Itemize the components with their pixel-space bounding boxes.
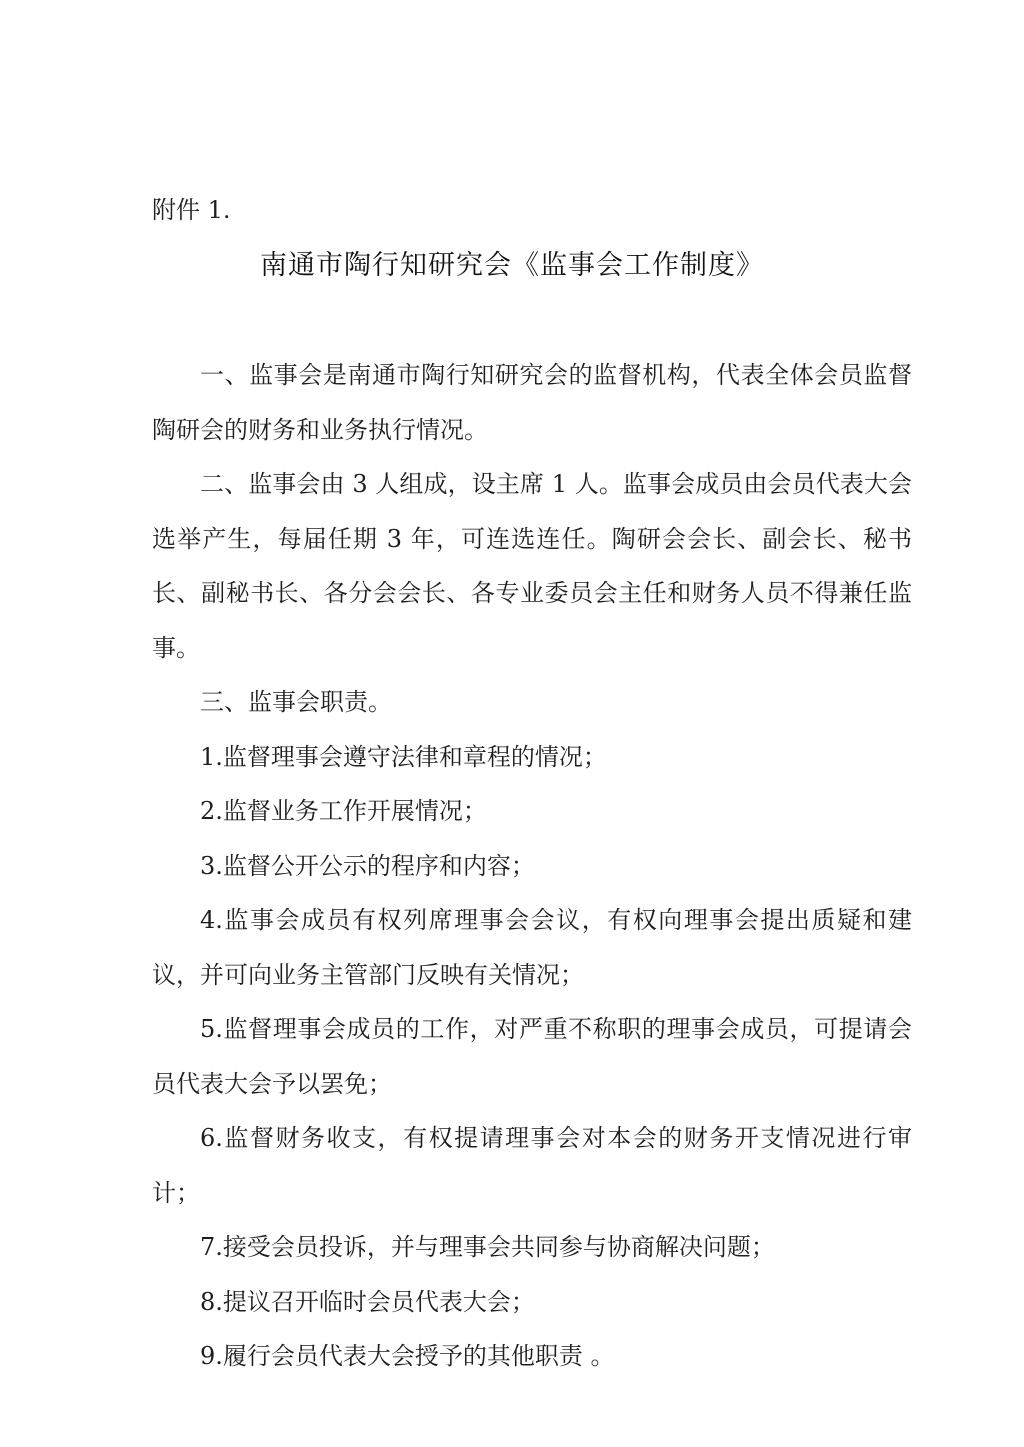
list-item-9: 9.履行会员代表大会授予的其他职责 。 (200, 1342, 615, 1370)
paragraph-2: 二、监事会由 3 人组成，设主席 1 人。监事会成员由会员代表大会选举产生，每届任期 3 年，可连选连任。陶研会会长、副会长、秘书长、副秘书长、各分会会长、各专业委员会主任和财务人员不得兼任监事。 (152, 470, 912, 662)
list-item-3: 3.监督公开公示的程序和内容； (200, 851, 535, 880)
list-item-7: 7.接受会员投诉，并与理事会共同参与协商解决问题； (200, 1233, 775, 1261)
paragraph-1: 一、监事会是南通市陶行知研究会的监督机构，代表全体会员监督陶研会的财务和业务执行情况。 (152, 361, 912, 444)
list-item-8: 8.提议召开临时会员代表大会； (200, 1287, 535, 1316)
paragraph-3: 三、监事会职责。 (200, 688, 392, 716)
list-item-6: 6.监督财务收支，有权提请理事会对本会的财务开支情况进行审计； (152, 1124, 912, 1207)
list-item-2: 2.监督业务工作开展情况； (200, 797, 487, 825)
document-title: 南通市陶行知研究会《监事会工作制度》 (260, 250, 764, 281)
document-body (152, 348, 912, 1384)
list-item-5: 5.监督理事会成员的工作，对严重不称职的理事会成员，可提请会员代表大会予以罢免； (152, 1015, 912, 1098)
attachment-label: 附件 1. (152, 196, 231, 224)
list-item-1: 1.监督理事会遵守法律和章程的情况； (200, 742, 607, 771)
list-item-4: 4.监事会成员有权列席理事会会议，有权向理事会提出质疑和建议，并可向业务主管部门反映有关情况； (152, 906, 912, 989)
